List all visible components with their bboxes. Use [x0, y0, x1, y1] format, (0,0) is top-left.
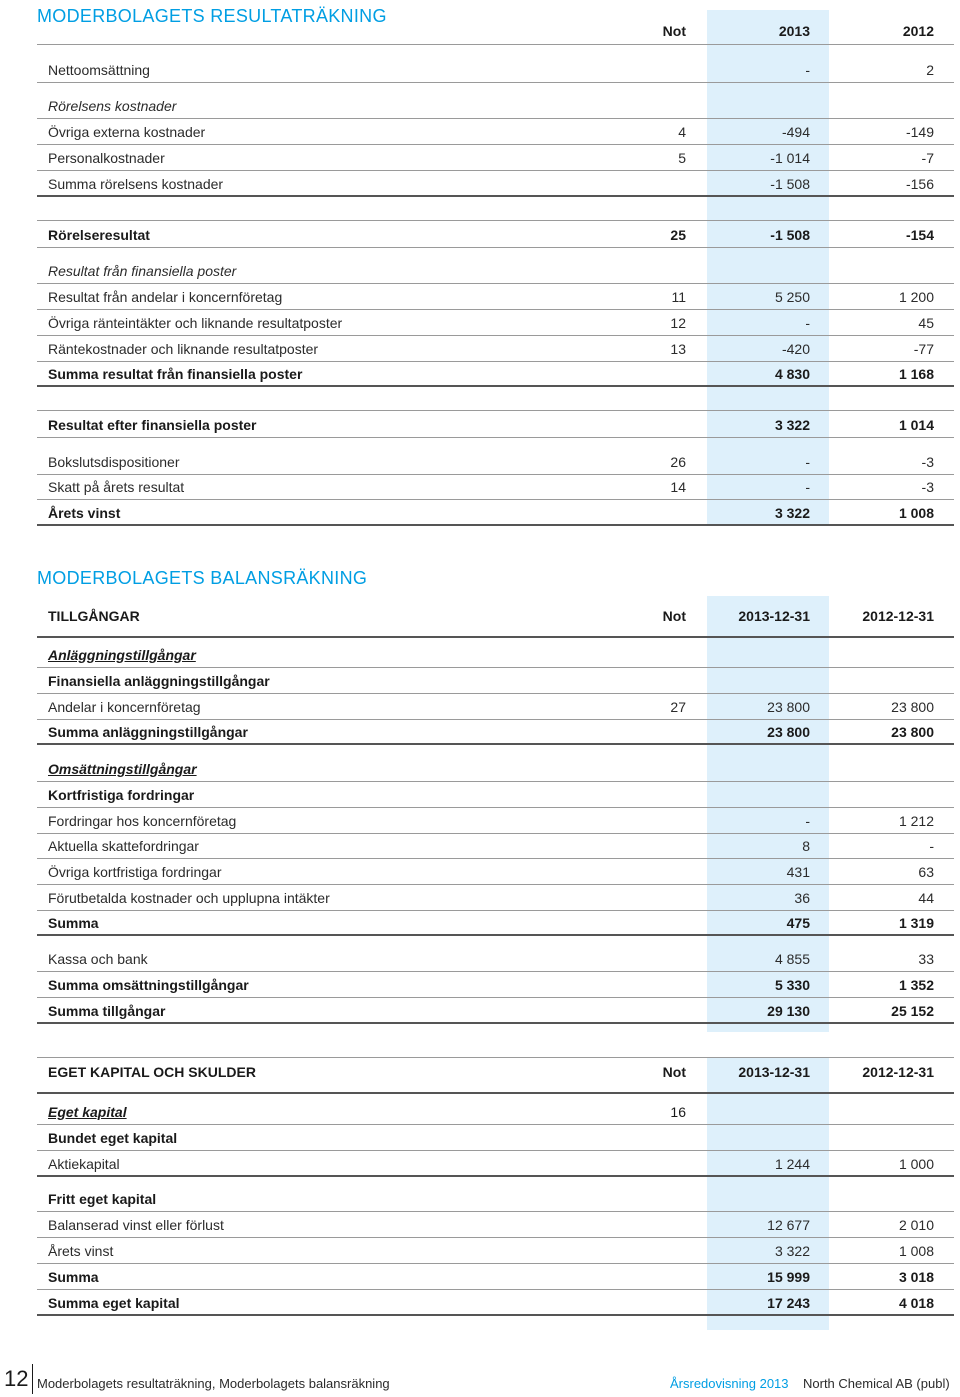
row-value-2013: 12 677 — [767, 1217, 810, 1233]
equity-row — [37, 1099, 954, 1125]
row-value-2013: 431 — [786, 864, 810, 880]
footer-report-name: Årsredovisning 2013 — [670, 1376, 789, 1391]
row-value-2013: 23 800 — [767, 699, 810, 715]
row-label: Resultat från andelar i koncernföretag — [48, 289, 283, 305]
assets-row — [37, 782, 954, 808]
row-label: Bundet eget kapital — [48, 1130, 178, 1146]
row-label: Resultat efter finansiella poster — [48, 417, 257, 433]
row-label: Summa eget kapital — [48, 1295, 180, 1311]
income-header-row — [37, 18, 954, 44]
date-2013-header: 2013-12-31 — [738, 608, 810, 624]
note-column-header: Not — [662, 23, 686, 39]
row-value-2012: 2 010 — [898, 1217, 934, 1233]
row-label: Summa anläggningstillgångar — [48, 724, 248, 740]
row-value-2012: -3 — [921, 454, 934, 470]
row-label: Rörelseresultat — [48, 227, 150, 243]
row-label: Rörelsens kostnader — [48, 98, 177, 114]
equity-header-row — [37, 1059, 954, 1085]
row-value-2012: 3 018 — [898, 1269, 934, 1285]
income-row — [37, 258, 954, 284]
page-number: 12 — [4, 1366, 29, 1391]
income-row — [37, 284, 954, 310]
row-label: Anläggningstillgångar — [48, 647, 196, 663]
equity-row — [37, 1125, 954, 1151]
row-label: Övriga externa kostnader — [48, 124, 206, 140]
assets-row — [37, 756, 954, 782]
row-value-2013: - — [805, 454, 810, 470]
row-note: 25 — [670, 227, 686, 243]
row-value-2013: -420 — [781, 341, 810, 357]
footer-company-name: North Chemical AB (publ) — [803, 1376, 950, 1391]
row-label: Fritt eget kapital — [48, 1191, 157, 1207]
row-note: 11 — [671, 289, 686, 305]
row-value-2012: -154 — [905, 227, 934, 243]
row-value-2013: 3 322 — [774, 417, 810, 433]
row-note: 16 — [670, 1104, 686, 1120]
income-row — [37, 57, 954, 83]
row-value-2013: 5 330 — [774, 977, 810, 993]
assets-subtotal-row — [37, 719, 954, 745]
row-value-2012: 1 212 — [898, 813, 934, 829]
equity-row — [37, 1151, 954, 1177]
assets-row — [37, 668, 954, 694]
income-subtotal-row — [37, 361, 954, 387]
row-value-2013: 3 322 — [774, 505, 810, 521]
year-2013-header: 2013 — [778, 23, 810, 39]
row-value-2012: 23 800 — [891, 699, 934, 715]
equity-top-rule — [37, 1057, 954, 1058]
assets-row — [37, 946, 954, 972]
row-value-2012: 44 — [918, 890, 934, 906]
assets-row — [37, 642, 954, 668]
row-label: Summa resultat från finansiella poster — [48, 366, 303, 382]
date-2012-header: 2012-12-31 — [862, 1064, 934, 1080]
row-note: 13 — [670, 341, 686, 357]
balance-sheet-title: MODERBOLAGETS BALANSRÄKNING — [37, 568, 368, 588]
row-value-2013: -494 — [781, 124, 810, 140]
year-2012-header: 2012 — [902, 23, 934, 39]
row-value-2013: 23 800 — [767, 724, 810, 740]
row-value-2012: 4 018 — [898, 1295, 934, 1311]
income-row — [37, 145, 954, 171]
row-value-2013: -1 508 — [770, 176, 810, 192]
assets-header-rule — [37, 636, 954, 638]
row-note: 14 — [670, 479, 686, 495]
row-value-2013: 36 — [794, 890, 810, 906]
row-value-2012: 1 200 — [898, 289, 934, 305]
assets-row — [37, 885, 954, 911]
page-footer — [0, 1366, 960, 1397]
section-rule — [37, 410, 954, 411]
row-value-2012: 1 008 — [898, 1243, 934, 1259]
row-value-2013: -1 014 — [770, 150, 810, 166]
row-label: Kassa och bank — [48, 951, 148, 967]
row-label: Summa omsättningstillgångar — [48, 977, 249, 993]
row-value-2013: 475 — [786, 915, 810, 931]
row-value-2012: 1 168 — [898, 366, 934, 382]
row-value-2012: 1 319 — [898, 915, 934, 931]
row-value-2012: 45 — [918, 315, 934, 331]
row-value-2012: 1 000 — [898, 1156, 934, 1172]
row-label: Andelar i koncernföretag — [48, 699, 201, 715]
income-row — [37, 474, 954, 500]
note-column-header: Not — [662, 1064, 686, 1080]
assets-row — [37, 859, 954, 885]
assets-row — [37, 808, 954, 834]
assets-header-row — [37, 603, 954, 629]
footer-section-title: Moderbolagets resultaträkning, Moderbolagets balansräkning — [37, 1376, 390, 1391]
row-label: Summa rörelsens kostnader — [48, 176, 224, 192]
row-note: 27 — [670, 699, 686, 715]
row-label: Omsättningstillgångar — [48, 761, 197, 777]
row-label: Årets vinst — [48, 1243, 114, 1259]
row-label: Övriga kortfristiga fordringar — [48, 864, 222, 880]
row-label: Aktiekapital — [48, 1156, 120, 1172]
row-label: Fordringar hos koncernföretag — [48, 813, 237, 829]
row-label: Räntekostnader och liknande resultatposter — [48, 341, 319, 357]
row-label: Aktuella skattefordringar — [48, 838, 199, 854]
row-value-2012: 23 800 — [891, 724, 934, 740]
row-note: 4 — [678, 124, 686, 140]
row-value-2012: 1 008 — [898, 505, 934, 521]
row-value-2013: - — [805, 62, 810, 78]
row-label: Årets vinst — [48, 505, 121, 521]
row-value-2012: 33 — [918, 951, 934, 967]
equity-total-row — [37, 1290, 954, 1316]
row-label: Resultat från finansiella poster — [48, 263, 237, 279]
income-total-row — [37, 412, 954, 438]
equity-header-rule — [37, 1092, 954, 1094]
row-value-2012: 25 152 — [891, 1003, 934, 1019]
row-value-2012: -7 — [921, 150, 934, 166]
assets-row — [37, 833, 954, 859]
income-row — [37, 336, 954, 362]
equity-row — [37, 1212, 954, 1238]
date-2012-header: 2012-12-31 — [862, 608, 934, 624]
row-value-2012: -156 — [905, 176, 934, 192]
row-value-2013: 17 243 — [767, 1295, 810, 1311]
section-rule — [37, 220, 954, 221]
equity-subtotal-row — [37, 1264, 954, 1290]
row-value-2012: -3 — [921, 479, 934, 495]
assets-heading: TILLGÅNGAR — [48, 608, 140, 624]
income-net-profit-row — [37, 500, 954, 526]
row-note: 5 — [678, 150, 686, 166]
row-value-2013: -1 508 — [770, 227, 810, 243]
row-label: Balanserad vinst eller förlust — [48, 1217, 224, 1233]
row-label: Finansiella anläggningstillgångar — [48, 673, 270, 689]
income-row — [37, 310, 954, 336]
row-label: Summa tillgångar — [48, 1003, 166, 1019]
row-value-2012: 63 — [918, 864, 934, 880]
row-label: Summa — [48, 915, 99, 931]
row-label: Personalkostnader — [48, 150, 165, 166]
row-label: Förutbetalda kostnader och upplupna intäkter — [48, 890, 330, 906]
row-note: 12 — [670, 315, 686, 331]
row-label: Bokslutsdispositioner — [48, 454, 180, 470]
date-2013-header: 2013-12-31 — [738, 1064, 810, 1080]
row-label: Nettoomsättning — [48, 62, 150, 78]
income-subtotal-row — [37, 171, 954, 197]
income-row — [37, 93, 954, 119]
row-value-2013: 4 830 — [774, 366, 810, 382]
row-value-2013: 29 130 — [767, 1003, 810, 1019]
row-value-2013: 4 855 — [774, 951, 810, 967]
row-label: Skatt på årets resultat — [48, 479, 185, 495]
equity-row — [37, 1238, 954, 1264]
row-value-2012: -77 — [913, 341, 934, 357]
row-value-2013: 3 322 — [774, 1243, 810, 1259]
row-value-2013: 5 250 — [774, 289, 810, 305]
row-value-2013: - — [805, 315, 810, 331]
row-value-2012: 1 352 — [898, 977, 934, 993]
assets-row — [37, 694, 954, 720]
assets-total-row — [37, 998, 954, 1024]
row-value-2013: 8 — [802, 838, 810, 854]
row-value-2012: 1 014 — [898, 417, 934, 433]
income-header-rule — [37, 44, 954, 45]
assets-subtotal-row — [37, 972, 954, 998]
income-total-row — [37, 222, 954, 248]
row-value-2013: - — [805, 479, 810, 495]
row-value-2013: 15 999 — [767, 1269, 810, 1285]
row-value-2013: 1 244 — [774, 1156, 810, 1172]
row-label: Kortfristiga fordringar — [48, 787, 195, 803]
row-value-2012: - — [929, 838, 934, 854]
row-value-2013: - — [805, 813, 810, 829]
note-column-header: Not — [662, 608, 686, 624]
row-note: 26 — [670, 454, 686, 470]
row-value-2012: 2 — [926, 62, 934, 78]
income-statement-title: MODERBOLAGETS RESULTATRÄKNING — [37, 6, 387, 26]
row-label: Eget kapital — [48, 1104, 127, 1120]
equity-row — [37, 1186, 954, 1212]
assets-subtotal-row — [37, 910, 954, 936]
row-value-2012: -149 — [905, 124, 934, 140]
row-label: Övriga ränteintäkter och liknande resultatposter — [48, 315, 343, 331]
income-row — [37, 119, 954, 145]
row-label: Summa — [48, 1269, 99, 1285]
equity-heading: EGET KAPITAL OCH SKULDER — [48, 1064, 256, 1080]
footer-divider — [32, 1364, 33, 1394]
income-row — [37, 449, 954, 475]
